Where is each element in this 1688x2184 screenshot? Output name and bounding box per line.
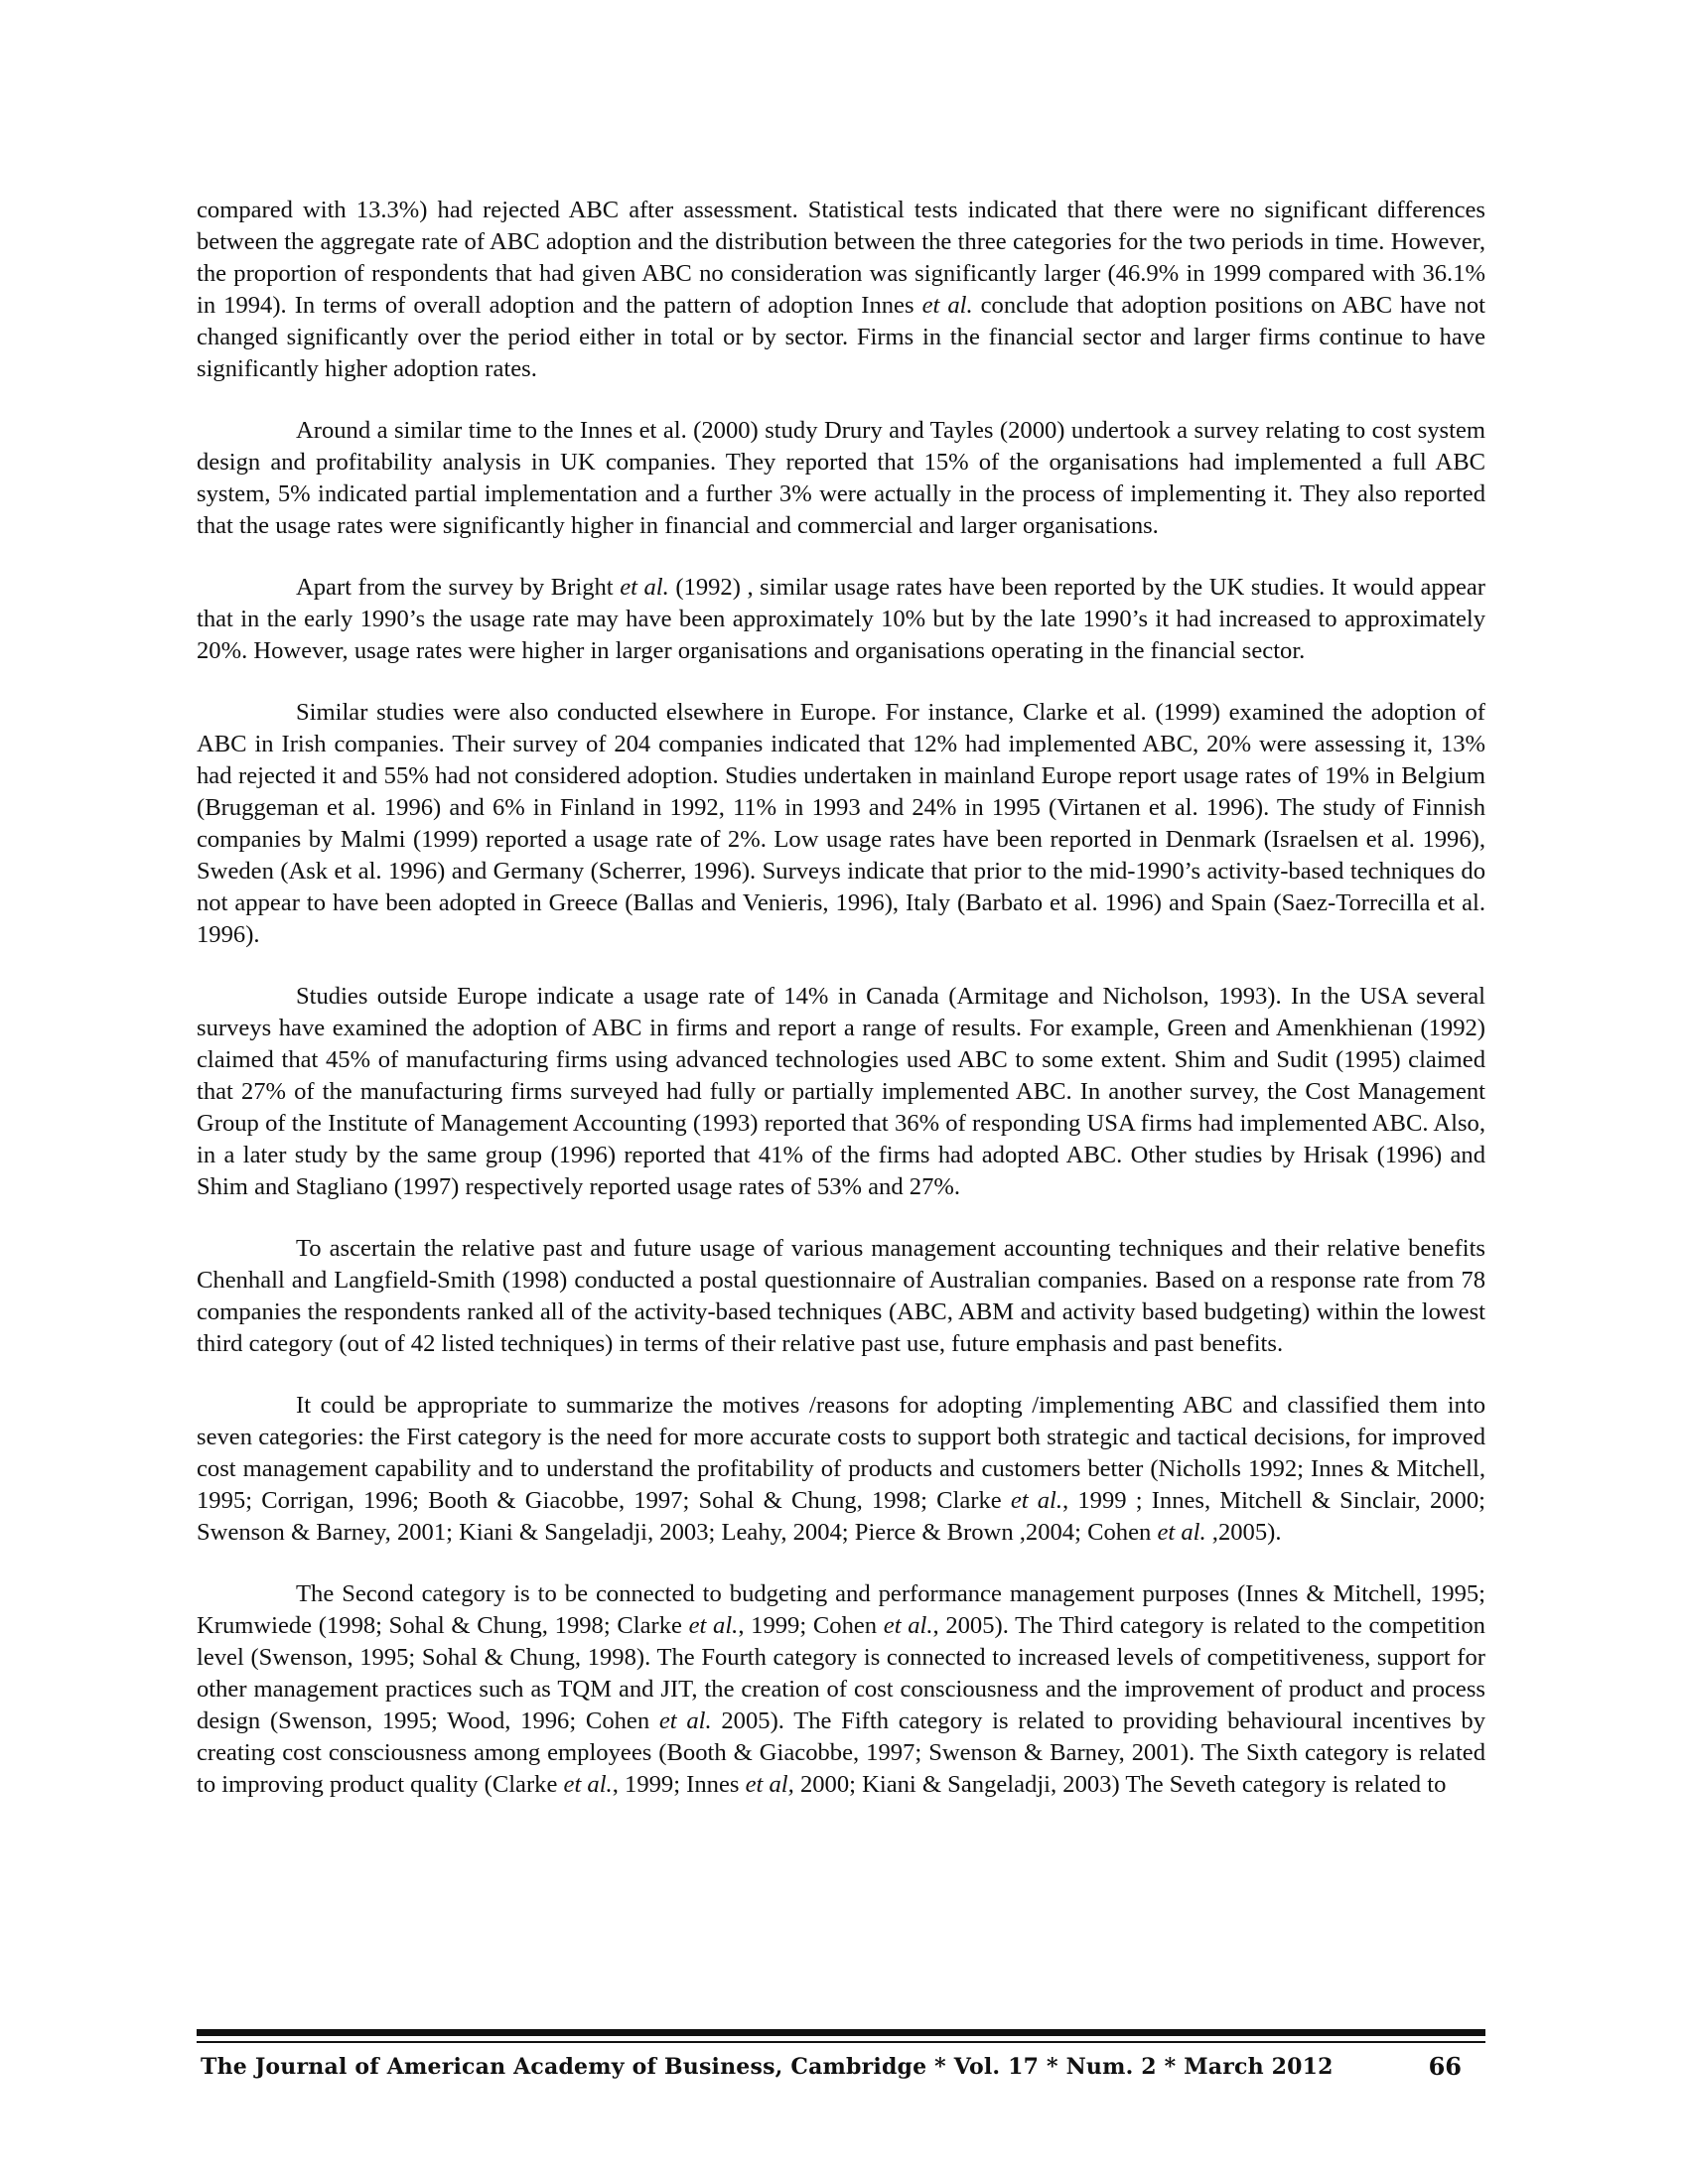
footer-rule [197,2029,1485,2036]
italic-text: et al. [921,292,973,319]
paragraph [197,415,1485,542]
paragraph-text: (1992) , similar usage rates have been reported by the UK studies. It would appear that in the early 1990’s the usage rate may have been approximately 10% but by the late 1990’s it had increased to approximately 20%. However, usage rates were higher in larger organisations and organisations operating in the financial sector. [197,574,1485,664]
italic-text: et al. [563,1771,613,1798]
italic-text: et al. [1010,1487,1063,1514]
paragraph-text: Similar studies were also conducted elsewhere in Europe. For instance, Clarke et al. (1999) examined the adoption of ABC in Irish companies. Their survey of 204 companies indicated that 12% had implemented ABC, 20% were assessing it, 13% had rejected it and 55% had not considered adoption. Studies undertaken in mainland Europe report usage rates of 19% in Belgium (Bruggeman et al. 1996) and 6% in Finland in 1992, 11% in 1993 and 24% in 1995 (Virtanen et al. 1996). The study of Finnish companies by Malmi (1999) reported a usage rate of 2%. Low usage rates have been reported in Denmark (Israelsen et al. 1996), Sweden (Ask et al. 1996) and Germany (Scherrer, 1996). Surveys indicate that prior to the mid-1990’s activity-based techniques do not appear to have been adopted in Greece (Ballas and Venieris, 1996), Italy (Barbato et al. 1996) and Spain (Saez-Torrecilla et al. 1996). [197,699,1485,948]
paragraph-text: , 1999; Cohen [738,1612,884,1639]
paragraph-text: The Second category is to be connected to budgeting and performance management purposes (Innes & Mitchell, 1995; Krumwiede (1998; Sohal & Chung, 1998; Clarke [197,1580,1485,1639]
italic-text: et al. [688,1612,739,1639]
paragraph [197,981,1485,1203]
paragraph-text: , 2005). The Third category is related to the competition level (Swenson, 1995; Sohal & Chung, 1998). The Fourth category is connected to increased levels of competitiveness, support for other management practices such as TQM and JIT, the creation of cost consciousness and the improvement of product and process design (Swenson, 1995; Wood, 1996; Cohen [197,1612,1485,1734]
footer-journal-citation: The Journal of American Academy of Business, Cambridge * Vol. 17 * Num. 2 * March 2012 [201,2054,1334,2080]
paragraph-text: To ascertain the relative past and future usage of various management accounting techniques and their relative benefits Chenhall and Langfield-Smith (1998) conducted a postal questionnaire of Australian companies. Based on a response rate from 78 companies the respondents ranked all of the activity-based techniques (ABC, ABM and activity based budgeting) within the lowest third category (out of 42 listed techniques) in terms of their relative past use, future emphasis and past benefits. [197,1235,1485,1357]
paragraph [197,195,1485,385]
paragraph [197,697,1485,951]
paragraph-text: 2005). The Fifth category is related to providing behavioural incentives by creating cost consciousness among employees (Booth & Giacobbe, 1997; Swenson & Barney, 2001). The Sixth category is related to improving product quality (Clarke [197,1707,1485,1798]
paragraph-text: It could be appropriate to summarize the motives /reasons for adopting /implementing ABC and classified them into seven categories: the First category is the need for more accurate costs to support both strategic and tactical decisions, for improved cost management capability and to understand the profitability of products and customers better (Nicholls 1992; Innes & Mitchell, 1995; Corrigan, 1996; Booth & Giacobbe, 1997; Sohal & Chung, 1998; Clarke [197,1392,1485,1514]
paragraph [197,572,1485,667]
paragraph-text: conclude that adoption positions on ABC have not changed significantly over the period either in total or by sector. Firms in the financial sector and larger firms continue to have significantly higher adoption rates. [197,292,1485,382]
footer-rule-thin [197,2041,1485,2043]
italic-text: et al. [620,574,669,601]
paragraph-text: , 1999 ; Innes, Mitchell & Sinclair, 2000; Swenson & Barney, 2001; Kiani & Sangeladji, 2003; Leahy, 2004; Pierce & Brown ,2004; Cohen [197,1487,1485,1546]
paragraph-text: compared with 13.3%) had rejected ABC after assessment. Statistical tests indicated that there were no significant differences between the aggregate rate of ABC adoption and the distribution between the three categories for the two periods in time. However, the proportion of respondents that had given ABC no consideration was significantly larger (46.9% in 1999 compared with 36.1% in 1994). In terms of overall adoption and the pattern of adoption Innes [197,197,1485,319]
paragraph-text: ,2005). [1205,1519,1282,1546]
italic-text: et al, [745,1771,794,1798]
page-number: 66 [1428,2052,1462,2081]
italic-text: et al. [883,1612,933,1639]
paragraph-text: , 1999; Innes [612,1771,746,1798]
paragraph [197,1390,1485,1549]
paragraph [197,1578,1485,1801]
italic-text: et al. [658,1707,712,1734]
paragraph-text: Apart from the survey by Bright [296,574,621,601]
paragraph [197,1233,1485,1360]
paragraph-text: 2000; Kiani & Sangeladji, 2003) The Seveth category is related to [793,1771,1447,1798]
paragraph-text: Studies outside Europe indicate a usage rate of 14% in Canada (Armitage and Nicholson, 1993). In the USA several surveys have examined the adoption of ABC in firms and report a range of results. For example, Green and Amenkhienan (1992) claimed that 45% of manufacturing firms using advanced technologies used ABC to some extent. Shim and Sudit (1995) claimed that 27% of the manufacturing firms surveyed had fully or partially implemented ABC. In another survey, the Cost Management Group of the Institute of Management Accounting (1993) reported that 36% of responding USA firms had implemented ABC. Also, in a later study by the same group (1996) reported that 41% of the firms had adopted ABC. Other studies by Hrisak (1996) and Shim and Stagliano (1997) respectively reported usage rates of 53% and 27%. [197,983,1485,1200]
italic-text: et al. [1157,1519,1206,1546]
article-body [197,195,1485,1831]
paragraph-text: Around a similar time to the Innes et al. (2000) study Drury and Tayles (2000) undertook a survey relating to cost system design and profitability analysis in UK companies. They reported that 15% of the organisations had implemented a full ABC system, 5% indicated partial implementation and a further 3% were actually in the process of implementing it. They also reported that the usage rates were significantly higher in financial and commercial and larger organisations. [197,417,1485,539]
